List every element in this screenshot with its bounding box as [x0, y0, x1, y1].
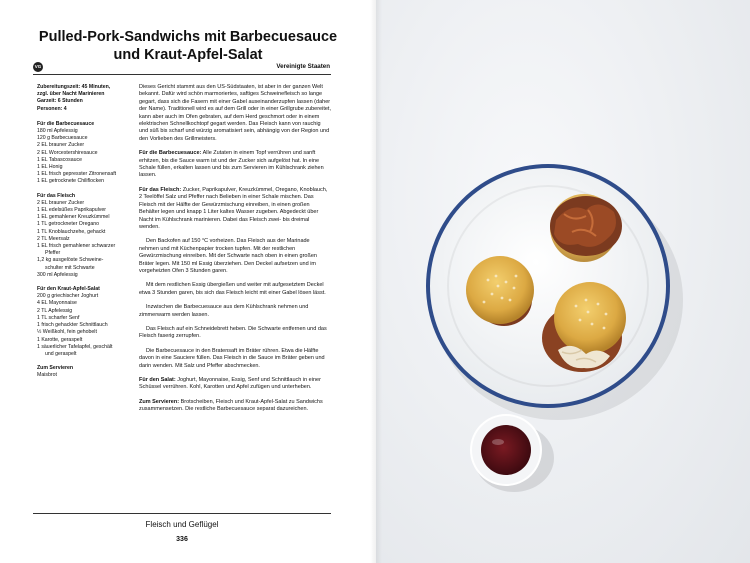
method-column — [139, 84, 331, 421]
method-step-lead: Für das Fleisch: — [139, 186, 182, 193]
ingredient-item: 1 säuerlicher Tafelapfel, geschält — [37, 343, 113, 350]
ingredient-item: 1 EL edelsüßes Paprikapulver — [37, 207, 107, 214]
page-number: 336 — [176, 536, 188, 543]
ingredient-item: 1 TL scharfer Senf — [37, 314, 80, 321]
header-divider — [33, 74, 331, 75]
ingredient-item: 120 g Barbecuesauce — [37, 135, 88, 142]
ingredient-item: ½ Weißkohl, fein gehobelt — [37, 329, 97, 336]
method-step-lead: Für den Salat: — [139, 377, 176, 383]
method-paragraph — [139, 282, 331, 297]
ingredient-item: 2 EL Worcestershiresauce — [37, 149, 98, 156]
method-text: Joghurt, Mayonnaise, Essig, Senf und Schnittlauch in einer Schüssel verrühren. Kohl, Karotten und Apfel zufügen und unterheben. — [139, 377, 321, 391]
ingredient-item: 4 EL Mayonnaise — [37, 300, 77, 307]
ingredient-item: Maisbrot — [37, 372, 57, 379]
ingredient-item: und geraspelt — [45, 350, 77, 357]
ingredient-item: 1,2 kg ausgelöste Schweine- — [37, 257, 104, 264]
recipe-meta — [37, 84, 129, 113]
method-step-lead: Für die Barbecuesauce: — [139, 150, 202, 157]
ingredients-list — [37, 121, 129, 380]
food-photo — [376, 0, 750, 563]
method-paragraph — [139, 187, 331, 231]
ingredient-item: 2 TL Apfelessig — [37, 307, 73, 314]
method-paragraph — [139, 399, 331, 414]
ingredient-item: Pfeffer — [45, 250, 61, 257]
recipe-title-line-1: Pulled-Pork-Sandwichs mit Barbecuesauce — [38, 29, 338, 45]
method-text: Alle Zutaten in einem Topf verrühren und sanft erhitzen, bis die Sauce warm ist und der Zucker sich aufgelöst hat. In eine Schale füllen, erkalten lassen und bis zum Servieren im Kühlschrank ziehen lassen. — [139, 150, 324, 179]
ingredient-item: 2 TL Meersalz — [37, 235, 70, 242]
footer-divider — [33, 513, 331, 514]
method-text: Das Fleisch auf ein Schneidebrett heben. Die Schwarte entfernen und das Fleisch faserig zerrupfen. — [139, 325, 327, 340]
method-text: Inzwischen die Barbecuesauce aus dem Kühlschrank nehmen und zimmerwarm werden lassen. — [139, 304, 309, 318]
method-paragraph — [139, 348, 331, 370]
method-paragraph — [139, 304, 331, 319]
ingredient-item: 1 EL frisch gemahlener schwarzer — [37, 243, 116, 250]
method-text: Zucker, Paprikapulver, Kreuzkümmel, Oregano, Knoblauch, 2 Teelöffel Salz und Pfeffer nach Belieben in einer Schale mischen. Das Fleisch mit der Hälfte der Gewürzmischung einreiben, in einen großen Behälter legen und knapp 1 Liter kaltes Wasser zugeben. Abgedeckt über Nacht im Kühlschrank marinieren. Dabei das Fleisch zwei- bis dreimal wenden. — [139, 186, 328, 230]
method-paragraph — [139, 238, 331, 275]
meta-line: zzgl. über Nacht Marinieren — [37, 91, 105, 98]
method-text: Den Backofen auf 150 °C vorheizen. Das Fleisch aus der Marinade nehmen und mit Küchenpapier trocken tupfen. Mit der restlichen Gewürzmischung einreiben. Mit der Schwarte nach oben in einen großen Bräter legen. Mit 150 ml Essig überziehen. Den Deckel aufsetzen und im vorgeheizten Ofen 3 Stunden garen. — [139, 238, 317, 274]
ingredient-item: 1 TL getrockneter Oregano — [37, 221, 99, 228]
ingredient-item: 2 EL brauner Zucker — [37, 199, 85, 206]
ingredient-item: 2 EL brauner Zucker — [37, 142, 85, 149]
ingredient-item: 1 EL frisch gepresster Zitronensaft — [37, 171, 117, 178]
ingredient-item: 1 EL gemahlener Kreuzkümmel — [37, 214, 110, 221]
ingredient-item: 200 g griechischer Joghurt — [37, 293, 99, 300]
method-step-lead: Zum Servieren: — [139, 398, 180, 405]
bbq-sauce-bowl-icon — [470, 414, 554, 492]
method-paragraph — [139, 377, 331, 392]
ingredient-section-title: Zum Servieren — [37, 365, 74, 372]
ingredient-item: 1 frisch gehackter Schnittlauch — [37, 322, 108, 329]
ingredient-section-title: Für die Barbecuesauce — [37, 120, 95, 127]
region-label: Vereinigte Staaten — [276, 63, 330, 70]
ingredient-item: 1 EL Tabascosauce — [37, 156, 82, 163]
method-text: Brotscheiben, Fleisch und Kraut-Apfel-Salat zu Sandwichs zusammensetzen. Die restliche Barbecuesauce separat dazureichen. — [139, 398, 323, 413]
recipe-title-line-2: und Kraut-Apfel-Salat — [113, 47, 263, 63]
ingredient-item: 300 ml Apfelessig — [37, 271, 78, 278]
ingredients-column — [37, 84, 129, 380]
recipe-title — [30, 28, 346, 64]
ingredient-item: 1 TL Knoblauchzehe, gehackt — [37, 228, 106, 235]
meta-line: Garzeit: 6 Stunden — [37, 98, 83, 105]
ingredient-item: 1 Karotte, geraspelt — [37, 336, 83, 343]
ingredient-section-title: Für das Fleisch — [37, 192, 76, 199]
ingredient-item: 180 ml Apfelessig — [37, 128, 78, 135]
meta-line: Zubereitungszeit: 45 Minuten, — [37, 84, 111, 90]
plate — [430, 168, 666, 404]
chapter-name: Fleisch und Geflügel — [145, 520, 219, 529]
photo-page — [376, 0, 750, 563]
ingredient-section-title: Für den Kraut-Apfel-Salat — [37, 286, 100, 293]
meta-line: Personen: 4 — [37, 105, 67, 112]
method-text: Die Barbecuesauce in den Bratensaft im Bräter rühren. Etwa die Hälfte davon in eine Sauciere füllen. Das Fleisch in die Sauce im Bräter geben und darin wenden. Mit Salz und Pfeffer abschmecken. — [139, 347, 325, 369]
method-paragraph — [139, 326, 331, 341]
method-paragraph — [139, 150, 331, 180]
ingredient-item: schulter mit Schwarte — [45, 264, 95, 271]
method-text: Mit dem restlichen Essig übergießen und weiter mit aufgesetztem Deckel etwa 3 Stunden garen, bis sich das Fleisch leicht mit einer Gabel lösen lässt. — [139, 282, 326, 296]
ingredient-item: 1 EL Honig — [37, 164, 63, 171]
method-text: Dieses Gericht stammt aus den US-Südstaaten, ist aber in der ganzen Welt bekannt. Dafür wird schön marmoriertes, saftiges Schweinefleisch so lange gegart, dass sich die Fasern mit einer Gabel auseinanderzupfen lassen (daher der Name). Traditionell wird es auf dem Grill oder in einer Grillgrube zubereitet, kann aber auch im Ofen gebraten, auf dem Herd geschmort oder in einem elektrischen Schnellkochtopf gegart werden. Das Fleisch kann von rauchig und süß bis scharf und würzig aromatisiert sein, abhängig von der Region und den Vorlieben des Grillmeisters. — [139, 84, 331, 142]
page-gutter — [370, 0, 382, 563]
ingredient-item: 1 EL getrocknete Chiliflocken — [37, 178, 104, 185]
method-paragraph — [139, 84, 331, 143]
vegan-badge-icon: VG — [33, 62, 43, 72]
